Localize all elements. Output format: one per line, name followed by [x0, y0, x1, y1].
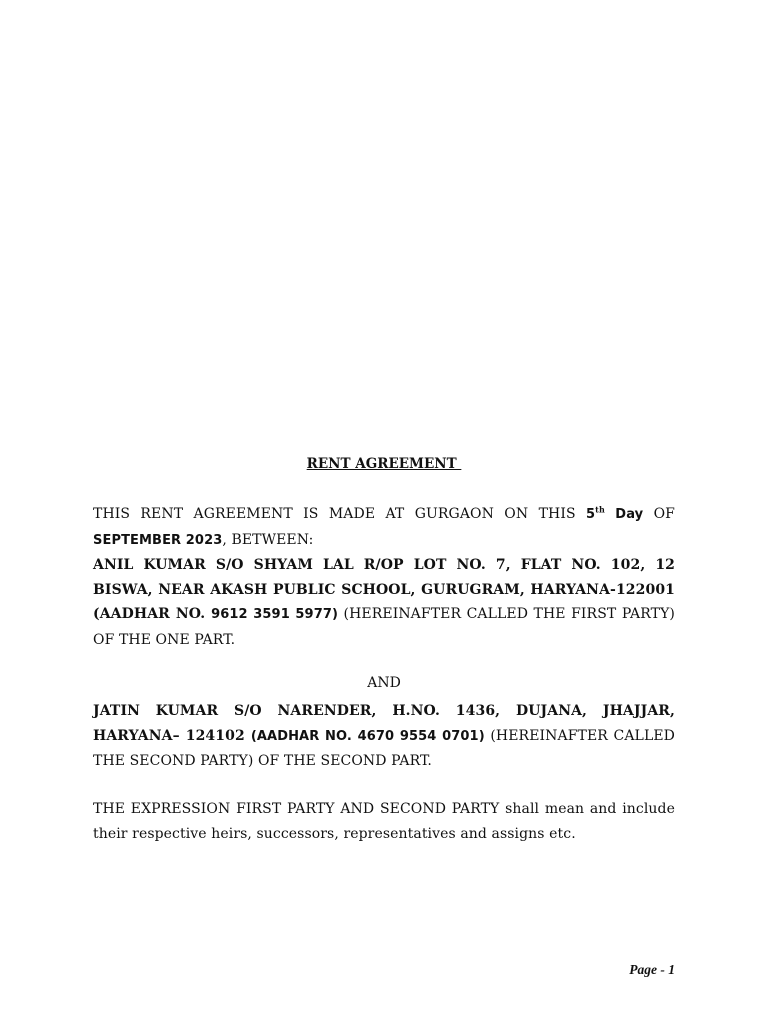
- expression-text: THE EXPRESSION FIRST PARTY AND SECOND PARTY shall mean and include their respective heirs, successors, representatives and assigns etc.: [93, 801, 675, 842]
- first-party-aadhar: 9612 3591 5977): [211, 607, 339, 622]
- document-title: [0, 456, 768, 472]
- intro-day-suffix: th: [595, 504, 605, 515]
- intro-text-2: OF: [643, 506, 675, 522]
- page-number: Page - 1: [629, 962, 675, 977]
- intro-month-year: SEPTEMBER 2023: [93, 532, 223, 548]
- expression-paragraph: [93, 797, 675, 846]
- second-party-details: JATIN KUMAR S/O NARENDER, H.NO. 1436, DUJANA, JHAJJAR, HARYANA– 124102: [93, 703, 675, 744]
- and-separator: [0, 675, 768, 691]
- second-party-paragraph: [93, 699, 675, 774]
- intro-text-1: THIS RENT AGREEMENT IS MADE AT GURGAON ON THIS: [93, 506, 586, 522]
- document-title-text: RENT AGREEMENT: [306, 456, 462, 472]
- second-party-aadhar: (AADHAR NO. 4670 9554 0701): [250, 728, 485, 744]
- intro-day-number: 5: [586, 507, 596, 522]
- intro-text-3: , BETWEEN:: [222, 531, 314, 548]
- intro-paragraph: [93, 502, 675, 652]
- and-label: AND: [367, 675, 401, 691]
- first-party-suffix: (HEREINAFTER CALLED THE FIRST PARTY) OF THE ONE PART.: [93, 606, 675, 648]
- second-party-suffix: (HEREINAFTER CALLED THE SECOND PARTY) OF THE SECOND PART.: [93, 727, 675, 769]
- intro-day-word: Day: [604, 507, 644, 522]
- first-party-details: ANIL KUMAR S/O SHYAM LAL R/OP LOT NO. 7, FLAT NO. 102, 12 BISWA, NEAR AKASH PUBLIC SCHOOL, GURUGRAM, HARYANA-122001 (AADHAR NO.: [93, 557, 675, 622]
